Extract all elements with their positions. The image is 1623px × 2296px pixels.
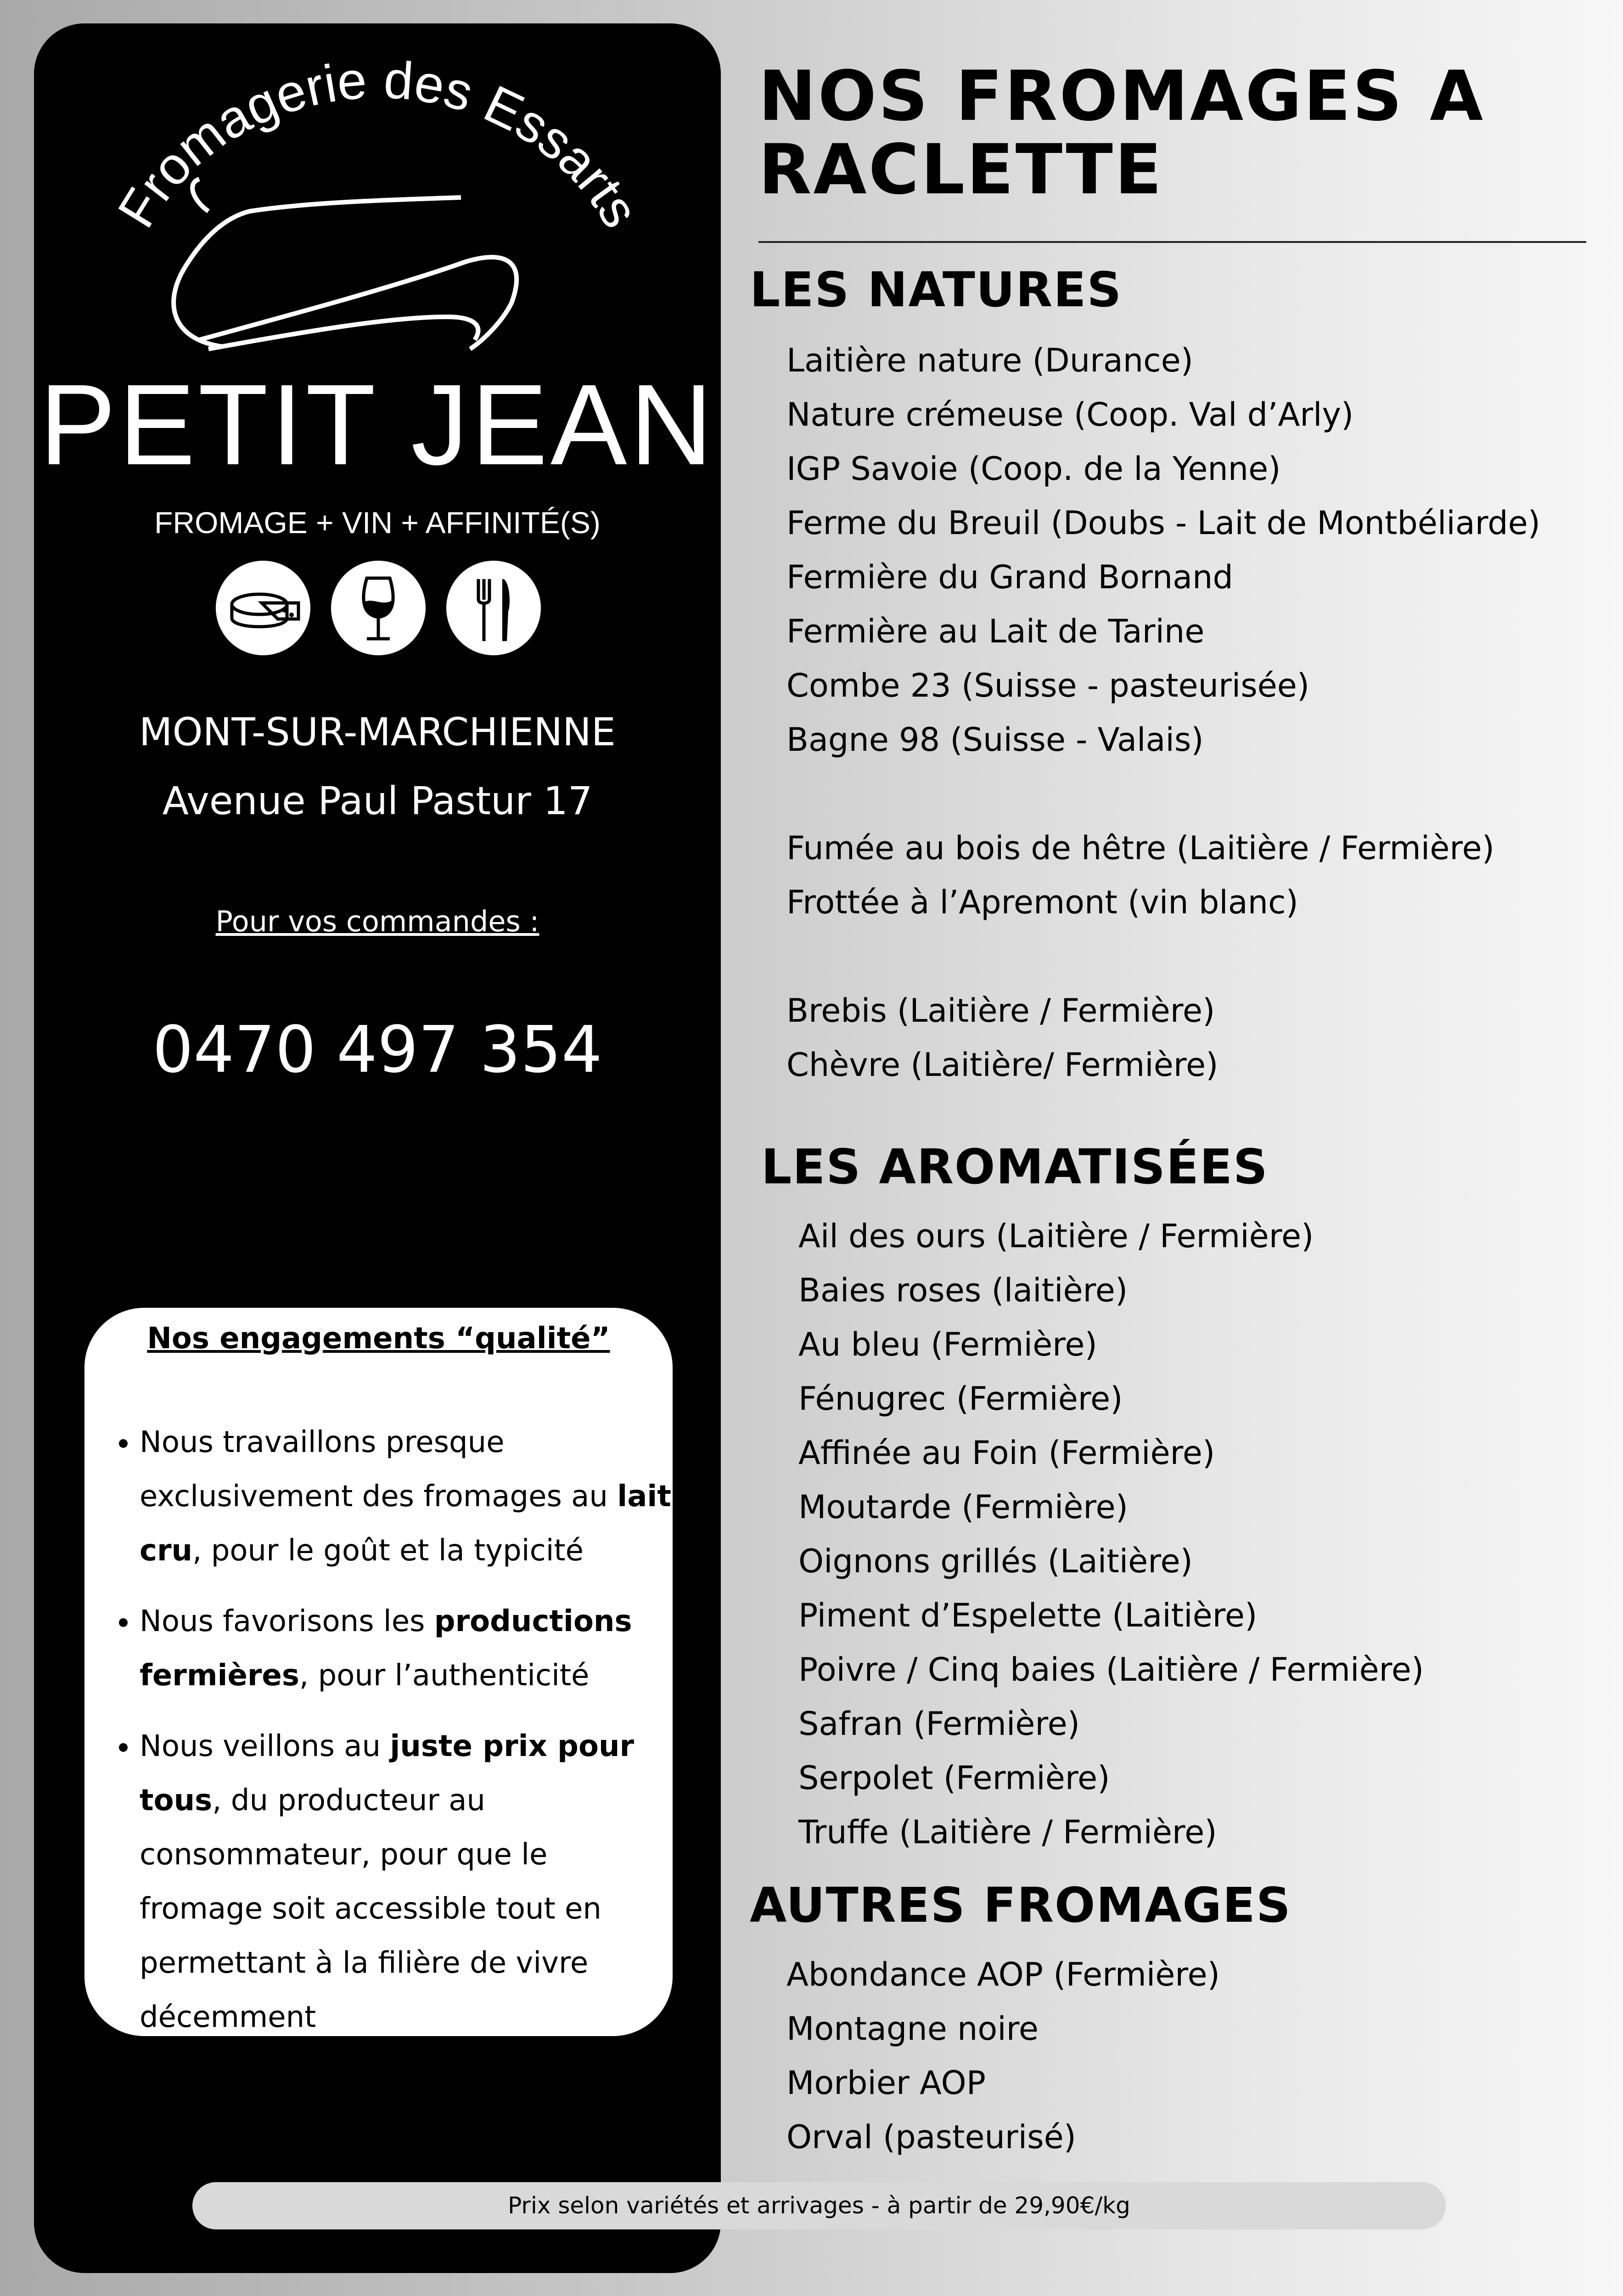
cheese-item: Truffe (Laitière / Fermière): [798, 1813, 1217, 1851]
cheese-item: Fumée au bois de hêtre (Laitière / Fermière): [786, 829, 1494, 867]
cheese-item: Oignons grillés (Laitière): [798, 1542, 1193, 1580]
wine-glass-icon: [331, 561, 426, 655]
cheese-item: Frottée à l’Apremont (vin blanc): [786, 884, 1298, 921]
orders-label: Pour vos commandes :: [215, 905, 539, 938]
spacer: [786, 767, 1540, 821]
cheese-item: Chèvre (Laitière/ Fermière): [786, 1046, 1219, 1084]
cheese-icon: [216, 561, 310, 655]
cheese-item: IGP Savoie (Coop. de la Yenne): [786, 450, 1281, 488]
quality-bullet: • Nous veillons au juste prix pour tous, du producteur au consommateur, pour que le fromage soit accessible tout en permettant à la filière de vivre décemment: [140, 1719, 673, 2044]
cheese-item: Orval (pasteurisé): [786, 2118, 1076, 2156]
cheese-item: Montagne noire: [786, 2010, 1039, 2048]
section-heading-aromatisees: LES AROMATISÉES: [761, 1139, 1269, 1195]
cheese-item: Fermière au Lait de Tarine: [786, 613, 1205, 650]
cheese-item: Brebis (Laitière / Fermière): [786, 992, 1215, 1030]
fork-knife-icon: [446, 561, 541, 655]
quality-box: [84, 1308, 673, 2036]
quality-title: Nos engagements “qualité”: [147, 1322, 610, 1356]
aromatisees-list: [798, 1209, 1424, 1859]
natures-list: [786, 333, 1540, 1092]
brand-tagline: FROMAGE + VIN + AFFINITÉ(S): [154, 506, 601, 540]
cheese-item: Piment d’Espelette (Laitière): [798, 1597, 1258, 1634]
cheese-item: Baies roses (laitière): [798, 1272, 1128, 1309]
cheese-item: Affinée au Foin (Fermière): [798, 1434, 1215, 1472]
spacer: [786, 929, 1540, 984]
quality-list: [84, 1415, 673, 2044]
cheese-item: Serpolet (Fermière): [798, 1759, 1110, 1797]
cheese-item: Laitière nature (Durance): [786, 342, 1193, 379]
cheese-item: Fénugrec (Fermière): [798, 1380, 1123, 1418]
phone-number[interactable]: 0470 497 354: [152, 1013, 602, 1087]
cheese-item: Combe 23 (Suisse - pasteurisée): [786, 667, 1310, 704]
price-note: Prix selon variétés et arrivages - à partir de 29,90€/kg: [192, 2182, 1446, 2229]
quality-bullet: • Nous travaillons presque exclusivement des fromages au lait cru, pour le goût et la typicité: [140, 1415, 673, 1578]
quality-bullet: • Nous favorisons les productions fermières, pour l’authenticité: [140, 1594, 673, 1703]
cheese-item: Poivre / Cinq baies (Laitière / Fermière): [798, 1651, 1424, 1688]
contact-address: Avenue Paul Pastur 17: [162, 778, 593, 823]
section-heading-autres: AUTRES FROMAGES: [750, 1877, 1292, 1933]
cheese-item: Nature crémeuse (Coop. Val d’Arly): [786, 396, 1354, 433]
cheese-item: Au bleu (Fermière): [798, 1326, 1097, 1363]
cheese-item: Ferme du Breuil (Doubs - Lait de Montbéliarde): [786, 504, 1540, 542]
autres-list: [786, 1947, 1220, 2164]
cheese-item: Bagne 98 (Suisse - Valais): [786, 721, 1204, 759]
cheese-dome-icon: [174, 179, 517, 349]
cheese-item: Ail des ours (Laitière / Fermière): [798, 1217, 1314, 1255]
cheese-item: Abondance AOP (Fermière): [786, 1956, 1220, 1993]
cheese-item: Fermière du Grand Bornand: [786, 558, 1233, 596]
brand-name: PETIT JEAN: [39, 360, 716, 489]
title-divider: [758, 241, 1586, 243]
contact-city: MONT-SUR-MARCHIENNE: [139, 709, 616, 754]
cheese-item: Moutarde (Fermière): [798, 1488, 1128, 1526]
page-title: NOS FROMAGES A RACLETTE: [758, 56, 1485, 210]
section-heading-natures: LES NATURES: [750, 262, 1123, 318]
cheese-item: Morbier AOP: [786, 2064, 986, 2102]
cheese-item: Safran (Fermière): [798, 1705, 1080, 1743]
arc-text: Fromagerie des Essarts: [107, 50, 650, 237]
